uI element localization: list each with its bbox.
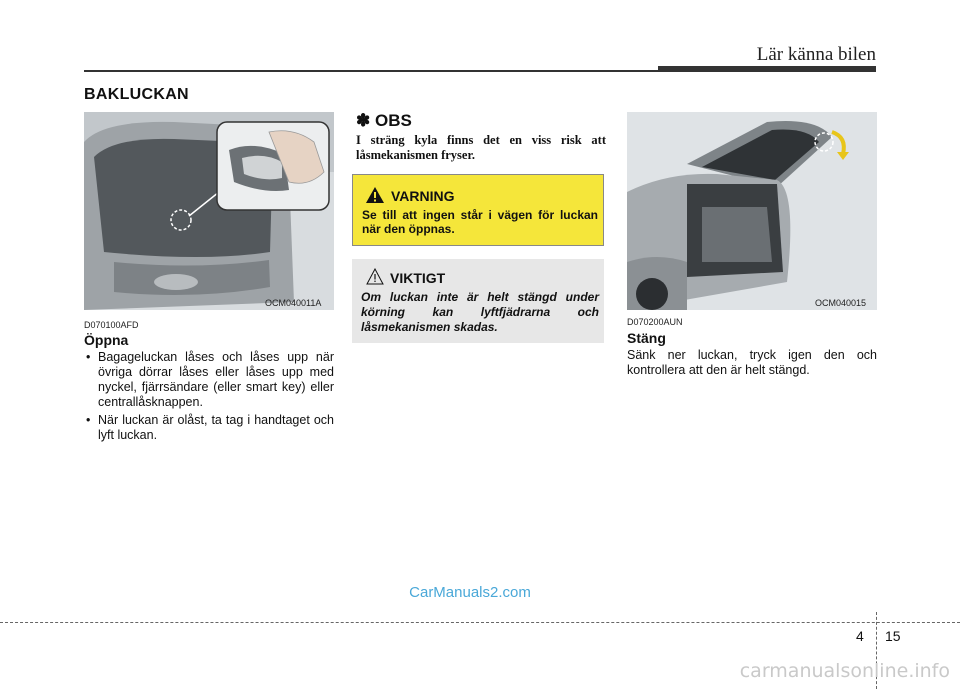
- right-heading: Stäng: [627, 330, 666, 346]
- page-number: 15: [885, 628, 901, 644]
- notice-box: [352, 259, 604, 343]
- warning-text: Se till att ingen står i vägen för luckan när den öppnas.: [362, 208, 598, 236]
- tailgate-closing-illustration: [627, 112, 877, 310]
- header-rule: [84, 70, 658, 72]
- notice-title: VIKTIGT: [390, 270, 446, 286]
- obs-text: I sträng kyla finns det en viss risk att låsmekanismen fryser.: [356, 133, 606, 162]
- footer-divider: [0, 622, 960, 623]
- right-section-code: D070200AUN: [627, 317, 683, 327]
- left-photo-caption: OCM040011A: [265, 298, 322, 308]
- watermark-link-top[interactable]: CarManuals2.com: [409, 584, 531, 601]
- tailgate-closing-photo: [627, 112, 877, 310]
- obs-title: ✽ OBS: [356, 111, 412, 130]
- warning-box: [352, 174, 604, 246]
- tailgate-handle-photo: [84, 112, 334, 310]
- header-rule-accent: [658, 66, 876, 72]
- chapter-number: 4: [856, 628, 864, 644]
- section-title: BAKLUCKAN: [84, 86, 189, 103]
- left-bullet-list: [84, 350, 334, 446]
- asterisk-icon: ✽: [356, 111, 371, 130]
- tailgate-handle-illustration: [84, 112, 334, 310]
- caution-triangle-icon: [366, 268, 384, 285]
- left-section-code: D070100AFD: [84, 320, 139, 330]
- left-heading: Öppna: [84, 332, 129, 348]
- watermark-bottom: carmanualsonline.info: [739, 660, 950, 682]
- right-body-text: Sänk ner luckan, tryck igen den och kontrollera att den är helt stängd.: [627, 348, 877, 377]
- right-photo-caption: OCM040015: [815, 298, 867, 308]
- warning-triangle-icon: [365, 186, 385, 204]
- notice-text: Om luckan inte är helt stängd under körning kan lyftfjädrarna och låsmekanismen skadas.: [361, 290, 599, 334]
- list-item: • När luckan är olåst, ta tag i handtaget och lyft luckan.: [84, 413, 334, 443]
- header-title: Lär känna bilen: [756, 44, 876, 65]
- warning-title: VARNING: [391, 188, 455, 204]
- list-item: • Bagageluckan låses och låses upp när övriga dörrar låses eller låses upp med nyckel, fjärrsändare (eller smart key) eller centrallåsknappen.: [84, 350, 334, 410]
